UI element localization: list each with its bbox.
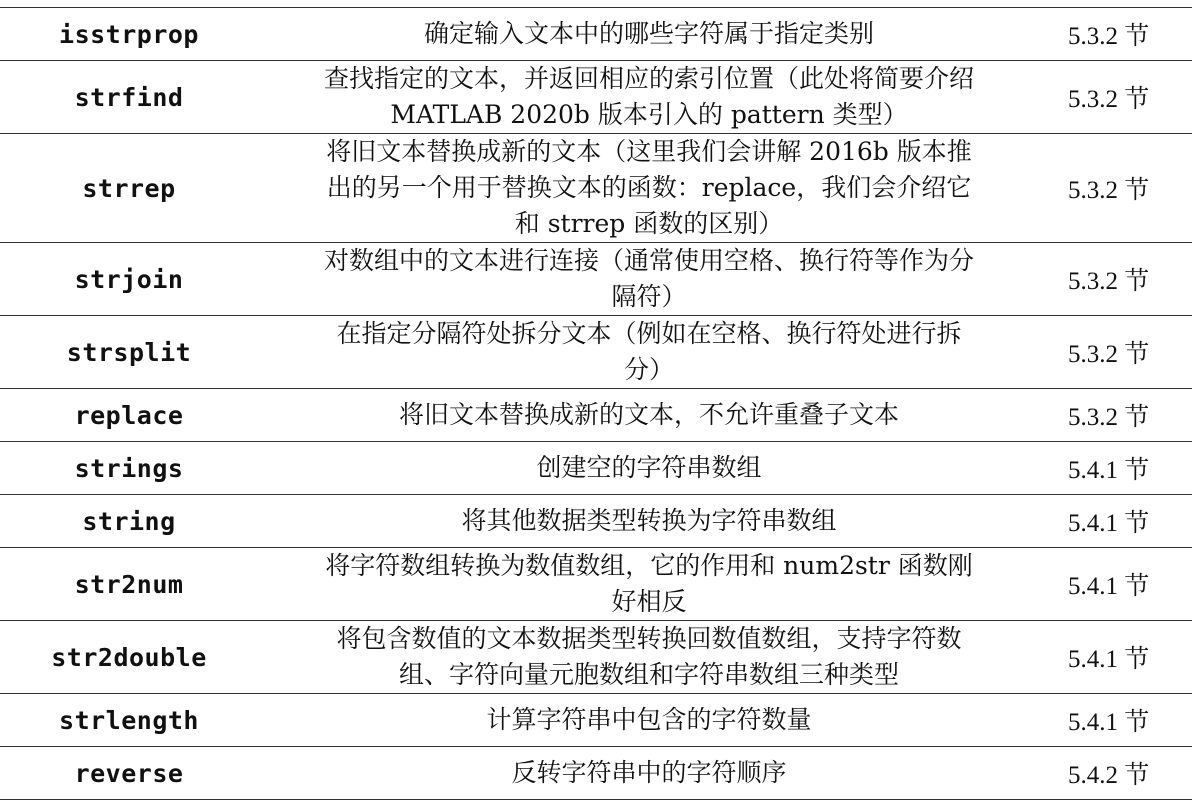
description-text: 对数组中的文本进行连接（通常使用空格、换行符等作为分隔符） xyxy=(323,246,974,311)
description-text: 将旧文本替换成新的文本（这里我们会讲解 2016b 版本推出的另一个用于替换文本的函数：replace，我们会介绍它和 strrep 函数的区别） xyxy=(326,137,972,238)
section-cell: 5.3.2 节 xyxy=(1068,341,1150,368)
table-row xyxy=(0,389,1192,442)
function-name-cell: strjoin xyxy=(74,264,184,294)
table-row xyxy=(0,694,1192,747)
function-name-cell: strsplit xyxy=(66,337,192,367)
description-text: 计算字符串中包含的字符数量 xyxy=(486,705,812,734)
function-table xyxy=(0,7,1192,800)
description-text: 将包含数值的文本数据类型转换回数值数组，支持字符数组、字符向量元胞数组和字符串数组三种类型 xyxy=(336,624,962,689)
description-cell xyxy=(258,243,1040,316)
description-cell xyxy=(258,747,1040,800)
description-cell xyxy=(258,621,1040,694)
description-text: 创建空的字符串数组 xyxy=(536,453,762,482)
function-name-cell: replace xyxy=(74,400,184,430)
section-cell: 5.4.1 节 xyxy=(1068,510,1150,537)
description-cell xyxy=(258,316,1040,389)
description-cell xyxy=(258,442,1040,495)
table-row xyxy=(0,316,1192,389)
description-cell xyxy=(258,548,1040,621)
section-cell: 5.4.1 节 xyxy=(1068,457,1150,484)
section-cell: 5.3.2 节 xyxy=(1068,268,1150,295)
function-name-cell: strings xyxy=(74,453,184,483)
table-row xyxy=(0,548,1192,621)
section-cell: 5.3.2 节 xyxy=(1068,23,1150,50)
table-row xyxy=(0,134,1192,243)
table-row xyxy=(0,495,1192,548)
description-cell xyxy=(258,389,1040,442)
description-cell xyxy=(258,134,1040,243)
description-text: 确定输入文本中的哪些字符属于指定类别 xyxy=(423,19,874,48)
function-name-cell: strlength xyxy=(59,705,199,735)
description-text: 查找指定的文本，并返回相应的索引位置（此处将简要介绍 MATLAB 2020b 版本引入的 pattern 类型） xyxy=(323,64,974,129)
description-text: 将旧文本替换成新的文本，不允许重叠子文本 xyxy=(398,400,899,429)
description-cell xyxy=(258,61,1040,134)
table-row xyxy=(0,8,1192,61)
section-cell: 5.3.2 节 xyxy=(1068,177,1150,204)
section-cell: 5.4.1 节 xyxy=(1068,646,1150,673)
description-cell xyxy=(258,694,1040,747)
table-row xyxy=(0,621,1192,694)
description-text: 将其他数据类型转换为字符串数组 xyxy=(461,506,837,535)
function-name-cell: str2double xyxy=(51,642,207,672)
function-table-container xyxy=(0,7,1192,800)
description-text: 反转字符串中的字符顺序 xyxy=(511,758,787,787)
description-text: 在指定分隔符处拆分文本（例如在空格、换行符处进行拆分） xyxy=(336,319,962,384)
section-cell: 5.4.1 节 xyxy=(1068,573,1150,600)
section-cell: 5.3.2 节 xyxy=(1068,404,1150,431)
table-row xyxy=(0,442,1192,495)
description-cell xyxy=(258,495,1040,548)
table-row xyxy=(0,747,1192,800)
description-cell xyxy=(258,8,1040,61)
function-name-cell: str2num xyxy=(74,569,184,599)
description-text: 将字符数组转换为数值数组，它的作用和 num2str 函数刚好相反 xyxy=(325,551,973,616)
function-name-cell: strrep xyxy=(82,173,176,203)
section-cell: 5.4.1 节 xyxy=(1068,709,1150,736)
section-cell: 5.4.2 节 xyxy=(1068,762,1150,789)
function-name-cell: reverse xyxy=(74,758,184,788)
function-name-cell: isstrprop xyxy=(59,19,199,49)
function-name-cell: strfind xyxy=(74,82,184,112)
table-row xyxy=(0,243,1192,316)
function-name-cell: string xyxy=(82,506,176,536)
section-cell: 5.3.2 节 xyxy=(1068,86,1150,113)
table-row xyxy=(0,61,1192,134)
